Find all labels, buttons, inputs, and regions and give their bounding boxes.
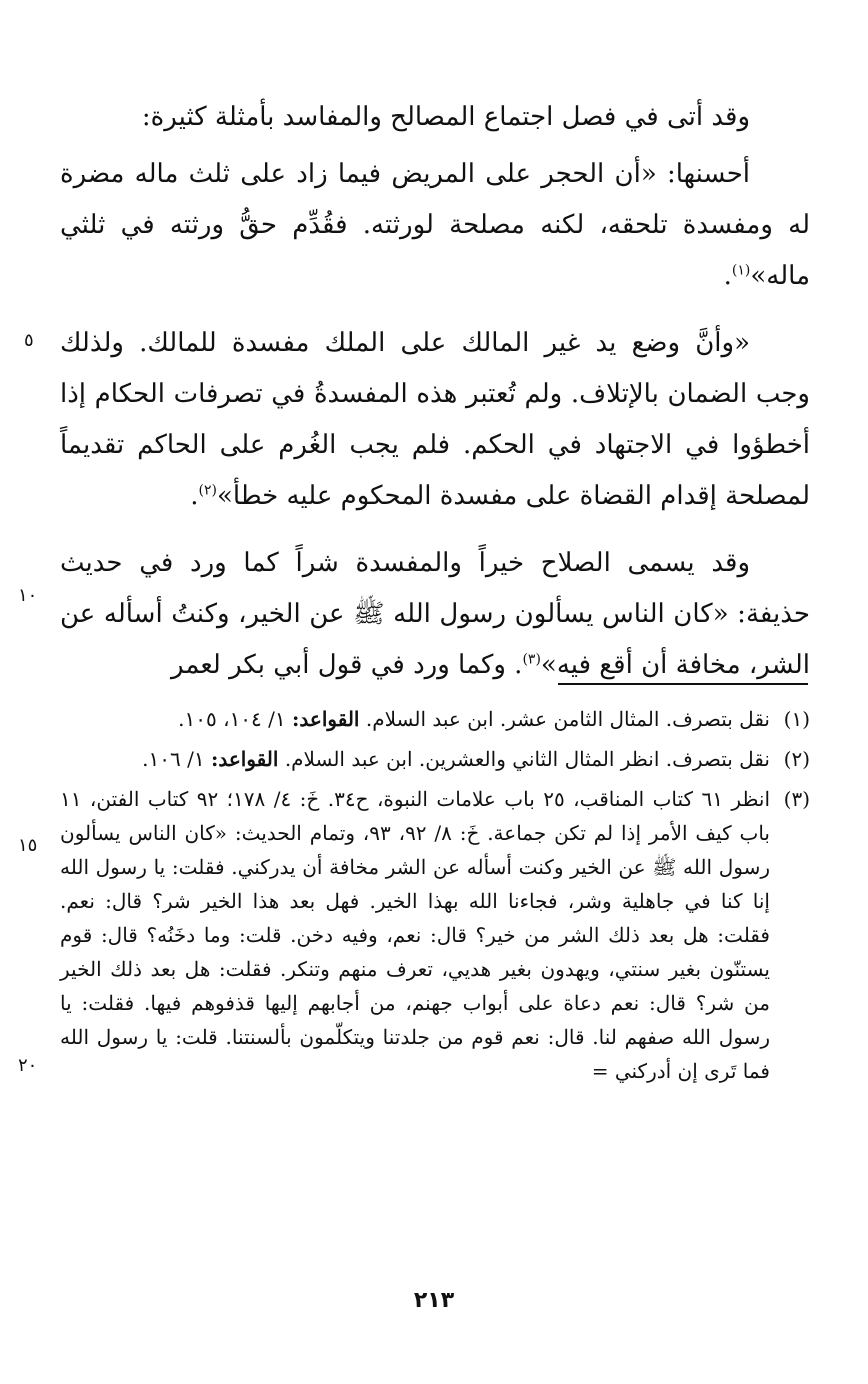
paragraph-4-text: وقد يسمى الصلاح خيراً والمفسدة شراً كما ورد في حديث حذيفة: «كان الناس يسألون رسول الله ﷺ عن الخير، وكنتُ أسأله عن الشر، مخافة أن أقع فيه» bbox=[60, 548, 810, 680]
footnote-ref-1[interactable]: (١) bbox=[731, 262, 751, 279]
paragraph-1-text: وقد أتى في فصل اجتماع المصالح والمفاسد بأمثلة كثيرة: bbox=[141, 102, 750, 132]
page-number: ٢١٣ bbox=[413, 1288, 455, 1313]
line-number-15: ١٥ bbox=[18, 835, 38, 856]
footnote-1-pages: ١/ ١٠٤، ١٠٥. bbox=[178, 707, 286, 731]
footnote-3-number: (٣) bbox=[783, 787, 810, 811]
footnote-2 bbox=[60, 742, 810, 776]
footnote-3 bbox=[60, 782, 810, 1088]
footnote-2-number: (٢) bbox=[783, 747, 810, 771]
footnote-ref-3[interactable]: (٣) bbox=[522, 651, 541, 668]
footnote-2-text: نقل بتصرف. انظر المثال الثاني والعشرين. ابن عبد السلام. bbox=[284, 747, 770, 771]
paragraph-3-text: «وأنَّ وضع يد غير المالك على الملك مفسدة للمالك. ولذلك وجب الضمان بالإتلاف. ولم تُعتبر هذه المفسدةُ في تصرفات الحكام إذا أخطؤوا في الاجتهاد في الحكم. فلم يجب الغُرم على الحاكم تقديماً لمصلحة إقدام القضاة على مفسدة المحكوم عليه خطأ» bbox=[60, 328, 810, 511]
line-number-20: ٢٠ bbox=[18, 1055, 38, 1076]
footnote-1-source: القواعد: bbox=[292, 707, 360, 731]
line-number-10: ١٠ bbox=[18, 585, 38, 606]
paragraph-4 bbox=[60, 538, 810, 691]
footnote-2-pages: ١/ ١٠٦. bbox=[142, 747, 205, 771]
footnote-1 bbox=[60, 702, 810, 736]
footnote-separator bbox=[558, 683, 808, 685]
footnote-1-text: نقل بتصرف. المثال الثامن عشر. ابن عبد السلام. bbox=[365, 707, 770, 731]
paragraph-2-text: أحسنها: «أن الحجر على المريض فيما زاد على ثلث ماله مضرة له ومفسدة تلحقه، لكنه مصلحة لورثته. فقُدِّم حقُّ ورثته في ثلثي ماله» bbox=[60, 159, 810, 291]
paragraph-3: «وأنَّ وضع يد غير المالك على الملك مفسدة للمالك. ولذلك وجب الضمان بالإتلاف. ولم تُعتبر هذه المفسدةُ في تصرفات الحكام إذا أخطؤوا في الاجتهاد في الحكم. فلم يجب الغُرم على الحاكم تقديماً لمصلحة إقدام القضاة على مفسدة المحكوم عليه خطأ»$^{(٢)}$. bbox=[60, 328, 810, 511]
paragraph-2: أحسنها: «أن الحجر على المريض فيما زاد على ثلث ماله مضرة له ومفسدة تلحقه، لكنه مصلحة لورثته. فقُدِّم حقُّ ورثته في ثلثي ماله»$^{(١)}$. bbox=[60, 159, 810, 291]
footnote-1-number: (١) bbox=[783, 707, 810, 731]
line-number-5: ٥ bbox=[24, 330, 34, 351]
footnote-ref-2[interactable]: (٢) bbox=[198, 482, 217, 499]
main-text bbox=[60, 92, 810, 691]
footnote-2-source: القواعد: bbox=[210, 747, 279, 771]
footnote-3-text: انظر ٦١ كتاب المناقب، ٢٥ باب علامات النبوة، ح٣٤. خَ: ٤/ ١٧٨؛ ٩٢ كتاب الفتن، ١١ باب كيف الأمر إذا لم تكن جماعة. خَ: ٨/ ٩٢، ٩٣، وتمام الحديث: «كان الناس يسألون رسول الله ﷺ عن الخير وكنت أسأله عن الشر مخافة أن يدركني. فقلت: يا رسول الله إنا كنا في جاهلية وشر، فجاءنا الله بهذا الخير. فهل بعد هذا الخير شر؟ قال: نعم. فقلت: هل بعد ذلك الشر من خير؟ قال: نعم، وفيه دخن. قلت: وما دخَنُه؟ قال: قوم يستنّون بغير سنتي، ويهدون بغير هديي، تعرف منهم وتنكر. فقلت: هل بعد ذلك الخير من شر؟ قال: نعم دعاة على أبواب جهنم، من أجابهم إليها قذفوهم فيها. فقلت: يا رسول الله صفهم لنا. قال: نعم قوم من جلدتنا ويتكلّمون بألسنتنا. قلت: يا رسول الله فما تَرى إن أدركني = bbox=[60, 787, 771, 1083]
paragraph-4-tail: . وكما ورد في قول أبي بكر لعمر bbox=[170, 650, 523, 680]
footnotes bbox=[60, 702, 810, 1094]
paragraph-1 bbox=[60, 92, 810, 143]
